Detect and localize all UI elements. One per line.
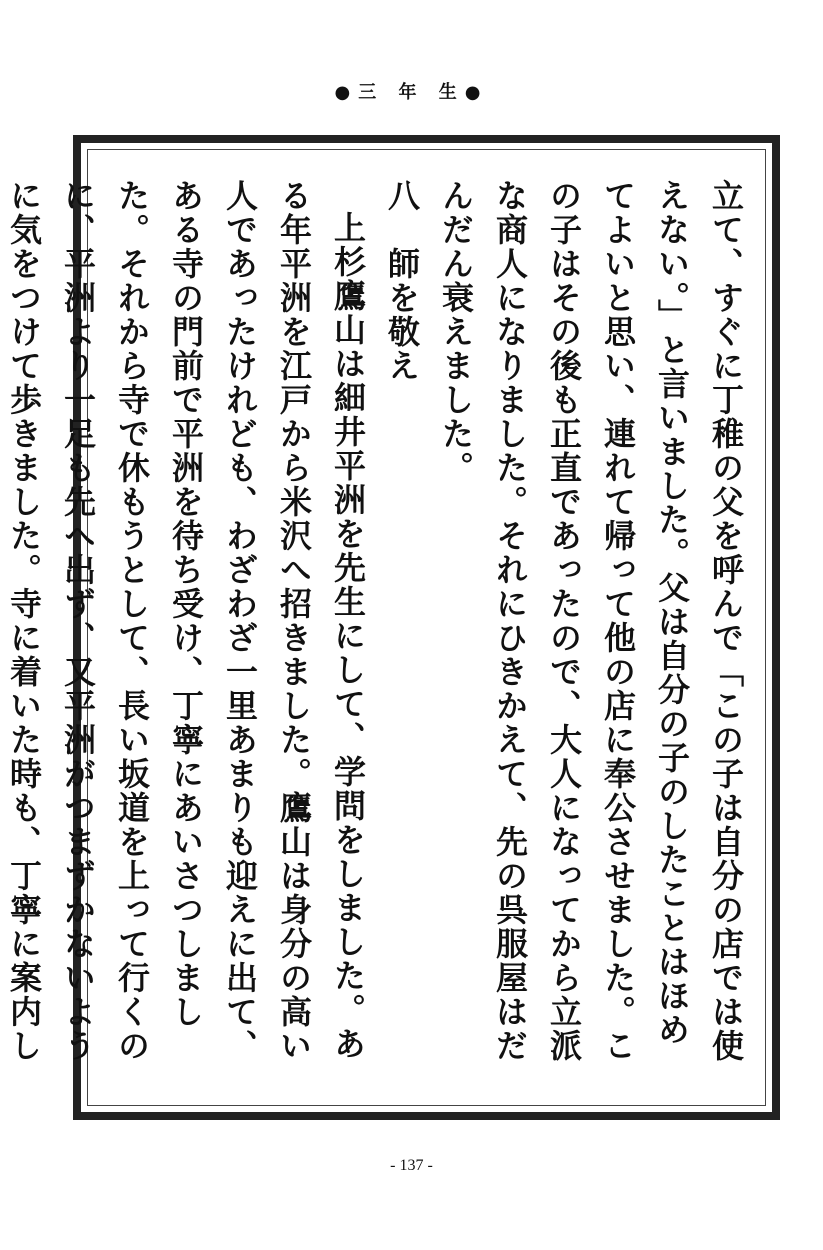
paragraph-1: 立て、すぐに丁稚の父を呼んで「この子は自分の店では使えない。」と言いました。父は自分の子のしたことはほめてよいと思い、連れて帰って他の店に奉公させました。この子はその後も正直であったので、大人になってから立派な商人になりました。それにひきかえて、先の呉服屋はだんだん衰えました。	[437, 179, 745, 1063]
paragraph-2: 上杉鷹山は細井平洲を先生にして、学問をしました。ある年平洲を江戸から米沢へ招きました。鷹山は身分の高い人であったけれども、わざわざ一里あまりも迎えに出て、ある寺の門前で平洲を待ち受け、丁寧にあいさつしました。それから寺で休もうとして、長い坂道を上って行くのに、平洲より一足も先へ出ず、又平洲がつまずかないように気をつけて歩きました。寺に着いた時も、丁寧に案内し	[5, 179, 367, 1063]
page-frame	[5, 135, 780, 1120]
running-header: ●三 年 生●	[334, 82, 489, 103]
page-number: - 137 -	[390, 1157, 433, 1174]
vertical-text-body	[5, 179, 753, 1079]
section-title: 八 師を敬え	[383, 179, 421, 383]
